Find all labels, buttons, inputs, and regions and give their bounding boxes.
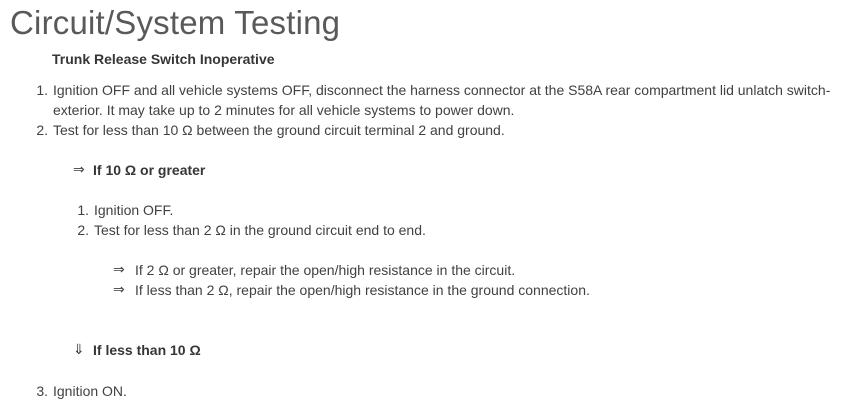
step-text: Ignition ON. — [53, 383, 127, 399]
right-double-arrow-icon: ⇒ — [73, 162, 85, 178]
section-subtitle: Trunk Release Switch Inoperative — [52, 51, 275, 67]
procedure-step-1 — [10, 80, 842, 120]
procedure-step-list — [10, 80, 842, 140]
substep-text: Test for less than 2 Ω in the ground circuit end to end. — [94, 222, 426, 238]
branch-substep-list — [10, 200, 842, 240]
branch-result-2 — [113, 280, 842, 300]
step-text: Ignition OFF and all vehicle systems OFF, disconnect the harness connector at the S58A rear compartment lid unlatch switch-exterior. It may take up to 2 minutes for all vehicle systems to power down. — [53, 82, 831, 118]
page-title: Circuit/System Testing — [10, 4, 341, 41]
branch-result-list — [113, 260, 842, 300]
down-double-arrow-icon: ⇓ — [73, 342, 85, 358]
step-number: 2. — [36, 122, 48, 138]
step-text: Test for less than 10 Ω between the ground circuit terminal 2 and ground. — [53, 122, 505, 138]
procedure-step-3 — [10, 381, 842, 401]
result-text: If 2 Ω or greater, repair the open/high resistance in the circuit. — [135, 262, 516, 278]
branch-substep-1 — [10, 200, 842, 220]
step-number: 1. — [36, 82, 48, 98]
substep-number: 1. — [77, 202, 89, 218]
branch-substep-2 — [10, 220, 842, 240]
step-number: 3. — [36, 383, 48, 399]
right-double-arrow-icon: ⇒ — [113, 262, 125, 278]
right-double-arrow-icon: ⇒ — [113, 282, 125, 298]
procedure-step-2 — [10, 120, 842, 140]
branch-label: If 10 Ω or greater — [93, 162, 206, 178]
branch-if-less — [73, 340, 842, 360]
result-text: If less than 2 Ω, repair the open/high resistance in the ground connection. — [135, 282, 590, 298]
substep-number: 2. — [77, 222, 89, 238]
branch-result-1 — [113, 260, 842, 280]
substep-text: Ignition OFF. — [94, 202, 174, 218]
branch-label: If less than 10 Ω — [93, 342, 201, 358]
branch-if-greater — [73, 160, 842, 180]
